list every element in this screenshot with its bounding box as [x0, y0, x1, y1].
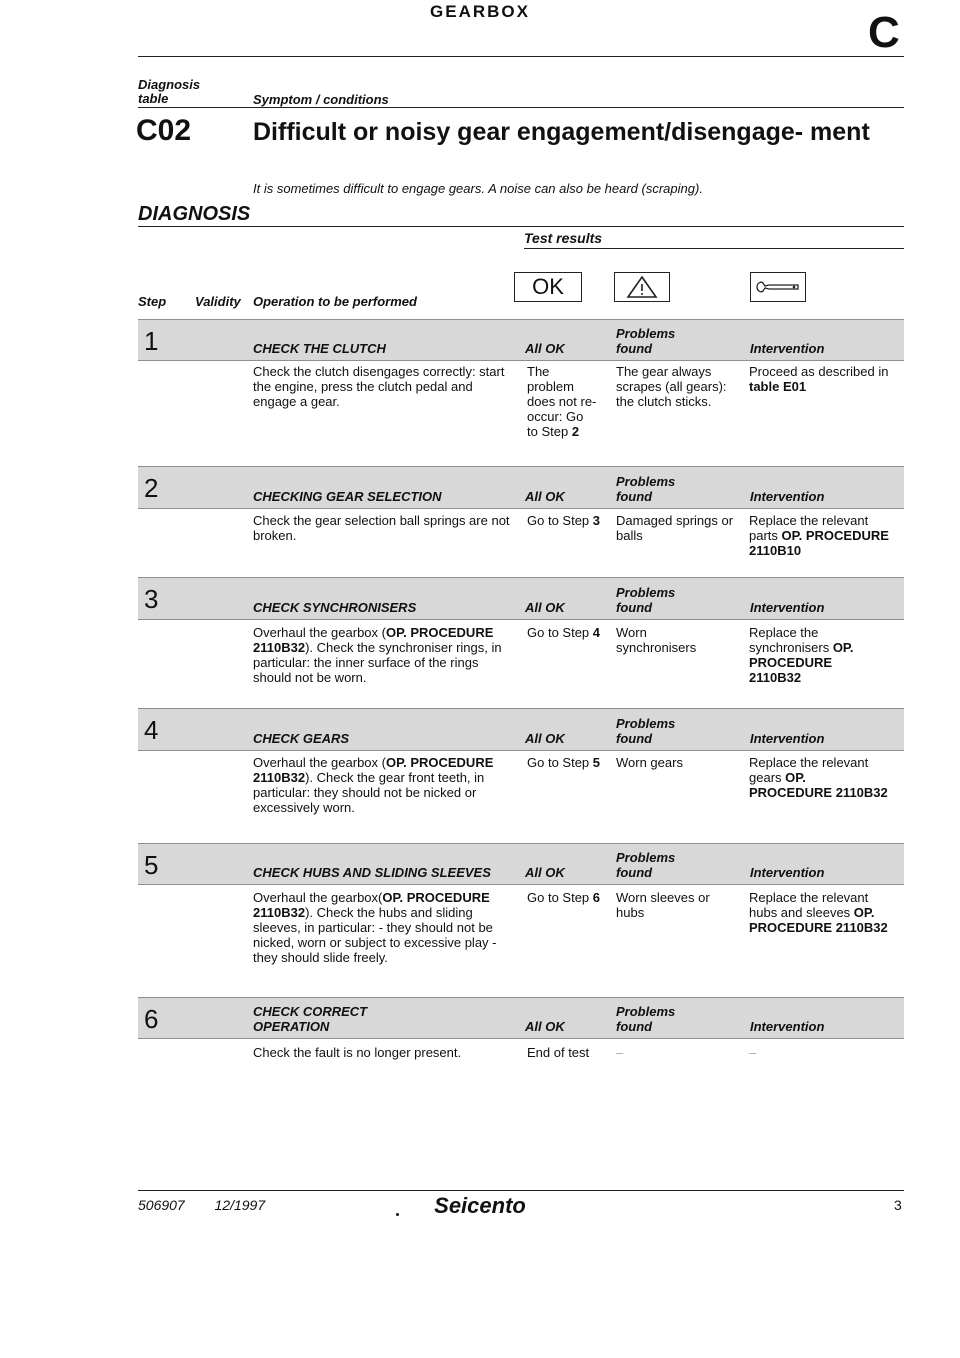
symptom-rule — [138, 107, 904, 108]
intervention-label: Intervention — [750, 341, 825, 356]
step-number: 2 — [144, 473, 159, 503]
step-bar — [138, 466, 904, 509]
step-intervention: Replace the relevant hubs and sleeves OP. PROCEDURE 2110B32 — [749, 890, 888, 935]
all-ok-label: All OK — [525, 341, 565, 356]
step-operation: Check the fault is no longer present. — [253, 1045, 462, 1060]
problems-found-label: Problems found — [616, 716, 676, 746]
problems-found-label: Problems found — [616, 1004, 676, 1034]
step-bar — [138, 997, 904, 1039]
step-problem: Damaged springs or balls — [616, 513, 734, 543]
step-title: CHECK CORRECT OPERATION — [253, 1004, 368, 1034]
intervention-label: Intervention — [750, 731, 825, 746]
step-title: CHECK THE CLUTCH — [253, 341, 386, 356]
diagnosis-code: C02 — [136, 114, 192, 147]
intervention-label: Intervention — [750, 600, 825, 615]
test-results-rule — [524, 248, 904, 249]
col-validity-header: Validity — [195, 294, 241, 309]
step-intervention: Proceed as described in table E01 — [749, 364, 889, 394]
diagnosis-rule — [138, 226, 904, 227]
step-operation: Overhaul the gearbox (OP. PROCEDURE 2110B32). Check the synchroniser rings, in particular: the inner surface of the rings should not be worn. — [253, 625, 502, 685]
step-intervention: Replace the synchronisers OP. PROCEDURE 2110B32 — [749, 625, 854, 685]
step-ok-result: Go to Step 5 — [527, 755, 600, 770]
intervention-label: Intervention — [750, 1019, 825, 1034]
diagnosis-heading: DIAGNOSIS — [138, 203, 251, 225]
step-operation: Check the gear selection ball springs are not broken. — [253, 513, 510, 543]
all-ok-label: All OK — [525, 731, 565, 746]
step-ok-result: Go to Step 6 — [527, 890, 600, 905]
step-number: 3 — [144, 584, 159, 614]
step-operation: Overhaul the gearbox(OP. PROCEDURE 2110B32). Check the hubs and sliding sleeves, in particular: - they should not be nicked, worn or subject to excessive play - they should slide freely. — [253, 890, 497, 965]
header-rule — [138, 56, 904, 57]
step-title: CHECK SYNCHRONISERS — [253, 600, 417, 615]
step-ok-result: Go to Step 3 — [527, 513, 600, 528]
col-operation-header: Operation to be performed — [253, 294, 417, 309]
step-number: 1 — [144, 326, 159, 356]
symptom-conditions-label: Symptom / conditions — [253, 92, 389, 107]
footer-brand: Seicento — [434, 1193, 526, 1218]
page-subtitle: It is sometimes difficult to engage gears. A noise can also be heard (scraping). — [253, 181, 703, 196]
step-problem: Worn synchronisers — [616, 625, 697, 655]
footer-doc-number: 506907 — [138, 1197, 185, 1213]
step-number: 5 — [144, 850, 159, 880]
page-number: 3 — [894, 1197, 902, 1213]
step-bar — [138, 708, 904, 751]
warning-icon — [614, 272, 670, 302]
col-step-header: Step — [138, 294, 167, 309]
step-ok-result: Go to Step 4 — [527, 625, 600, 640]
problems-found-label: Problems found — [616, 850, 676, 880]
wrench-icon — [750, 272, 806, 302]
step-problem: – — [616, 1045, 624, 1060]
intervention-label: Intervention — [750, 865, 825, 880]
problems-found-label: Problems found — [616, 326, 676, 356]
step-problem: Worn gears — [616, 755, 683, 770]
step-number: 6 — [144, 1004, 159, 1034]
step-operation: Check the clutch disengages correctly: start the engine, press the clutch pedal and engage a gear. — [253, 364, 505, 409]
step-ok-result: The problem does not re-occur: Go to Step 2 — [527, 364, 597, 439]
step-bar — [138, 843, 904, 885]
footer-dot — [396, 1213, 399, 1216]
step-ok-result: End of test — [527, 1045, 590, 1060]
all-ok-label: All OK — [525, 1019, 565, 1034]
diagnosis-table-label: Diagnosis table — [138, 77, 201, 106]
all-ok-label: All OK — [525, 489, 565, 504]
step-title: CHECKING GEAR SELECTION — [253, 489, 442, 504]
step-intervention: – — [749, 1045, 757, 1060]
footer-date: 12/1997 — [214, 1197, 266, 1213]
footer-rule — [138, 1190, 904, 1191]
step-title: CHECK HUBS AND SLIDING SLEEVES — [253, 865, 491, 880]
ok-icon — [514, 272, 582, 302]
page-header-title: GEARBOX — [430, 2, 530, 21]
problems-found-label: Problems found — [616, 474, 676, 504]
step-operation: Overhaul the gearbox (OP. PROCEDURE 2110B32). Check the gear front teeth, in particular: they should not be nicked or excessively worn. — [253, 755, 494, 815]
step-problem: Worn sleeves or hubs — [616, 890, 710, 920]
ok-icon-label: OK — [532, 274, 564, 299]
step-number: 4 — [144, 715, 159, 745]
intervention-label: Intervention — [750, 489, 825, 504]
step-title: CHECK GEARS — [253, 731, 350, 746]
all-ok-label: All OK — [525, 600, 565, 615]
problems-found-label: Problems found — [616, 585, 676, 615]
test-results-heading: Test results — [524, 230, 603, 246]
all-ok-label: All OK — [525, 865, 565, 880]
section-letter: C — [868, 8, 900, 57]
step-bar — [138, 319, 904, 361]
page-title: Difficult or noisy gear engagement/disengage- ment — [253, 118, 870, 146]
step-bar — [138, 577, 904, 620]
step-intervention: Replace the relevant gears OP. PROCEDURE 2110B32 — [749, 755, 888, 800]
step-problem: The gear always scrapes (all gears): the clutch sticks. — [616, 364, 727, 409]
step-intervention: Replace the relevant parts OP. PROCEDURE 2110B10 — [749, 513, 889, 558]
